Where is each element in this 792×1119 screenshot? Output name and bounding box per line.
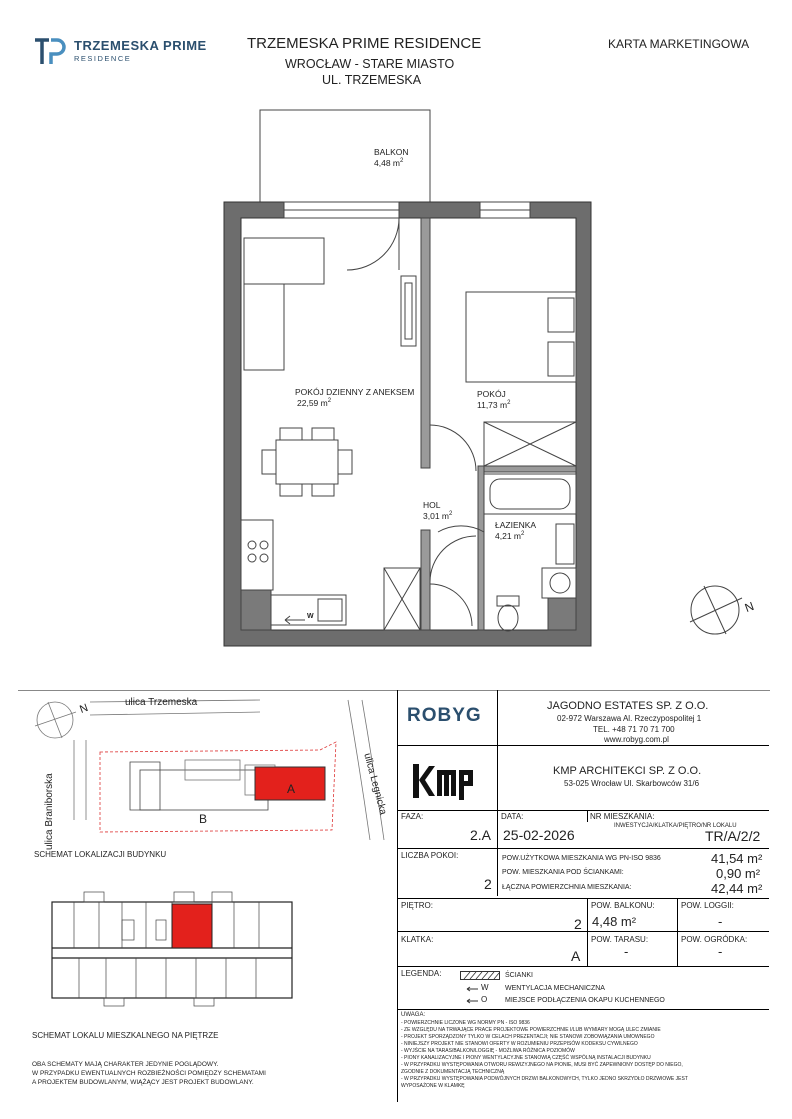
- room-label-living: POKÓJ DZIENNY Z ANEKSEM: [295, 387, 415, 397]
- nr-label: NR MIESZKANIA:: [590, 812, 655, 821]
- document-type: KARTA MARKETINGOWA: [608, 37, 750, 51]
- hood-connection-arrow-icon: [466, 998, 478, 1004]
- location-line-1: WROCŁAW - STARE MIASTO: [285, 57, 455, 71]
- floor-scheme: [44, 890, 300, 1010]
- note-line-4: - NINIEJSZY PROJEKT NIE STANOWI OFERTY W ROZUMIENIU PRZEPISÓW KODEKSU CYWILNEGO: [401, 1041, 638, 1047]
- location-line-2: UL. TRZEMESKA: [322, 73, 422, 87]
- nr-sublabel: INWESTYCJA/KLATKA/PIĘTRO/NR LOKALU: [614, 823, 737, 829]
- legend-mark-w: W: [481, 983, 489, 992]
- legend-item-1: ŚCIANKI: [505, 972, 534, 979]
- pietro-value: 2: [574, 916, 582, 932]
- area-row-value-2: 0,90 m²: [716, 866, 761, 881]
- room-area-living: 22,59 $m^2$: [297, 398, 332, 408]
- ogrodek-label: POW. OGRÓDKA:: [681, 935, 748, 944]
- site-map-caption: SCHEMAT LOKALIZACJI BUDYNKU: [34, 850, 167, 859]
- faza-label: FAZA:: [401, 812, 424, 821]
- taras-value: -: [624, 944, 629, 959]
- note-line-5: - WYJŚCIE NA TARAS/BALKON/LOGGIĘ - MOŻLIWA RÓŻNICA POZIOMÓW: [401, 1048, 575, 1054]
- area-row-value-3: 42,44 m²: [711, 881, 763, 896]
- room-label-bathroom: ŁAZIENKA: [495, 520, 537, 530]
- floor-scheme-caption: SCHEMAT LOKALU MIESZKALNEGO NA PIĘTRZE: [32, 1031, 219, 1040]
- note-line-7: - W PRZYPADKU WYSTĘPOWANIA OTWORU REWIZYJNEGO NA PIONIE, MUSI BYĆ ZAPEWNIONY DOSTĘP DO NIEGO,: [401, 1062, 683, 1068]
- room-label-balkon: BALKON: [374, 147, 409, 157]
- balkon-value: 4,48 m²: [592, 914, 637, 929]
- balkon-label: POW. BALKONU:: [591, 901, 655, 910]
- pokoje-value: 2: [484, 876, 492, 892]
- data-label: DATA:: [501, 812, 524, 821]
- room-label-hall: HOL: [423, 500, 441, 510]
- developer-address: 02-972 Warszawa Al. Rzeczypospolitej 1: [557, 714, 702, 723]
- area-row-label-2: POW. MIESZKANIA POD ŚCIANKAMI:: [502, 869, 624, 876]
- ventilation-mark: W: [307, 613, 314, 620]
- room-area-bathroom: 4,21 $m^2$: [495, 531, 525, 541]
- street-braniborska: ulica Braniborska: [44, 773, 55, 850]
- apartment-highlight: [172, 904, 212, 948]
- ogrodek-value: -: [718, 944, 723, 959]
- room-area-hall: 3,01 $m^2$: [423, 511, 453, 521]
- scheme-note-3: A PROJEKTEM BUDOWLANYM, WIĄŻĄCY JEST PROJEKT BUDOWLANY.: [32, 1079, 254, 1086]
- room-label-bedroom: POKÓJ: [477, 389, 506, 399]
- robyg-logo: ROBYG: [407, 705, 482, 726]
- legend-item-2: WENTYLACJA MECHANICZNA: [505, 985, 605, 992]
- note-line-9: - W PRZYPADKU WYSTĘPOWANIA PODWÓJNYCH DRZWI BALKONOWYCH, TYLKO JEDNO SKRZYDŁO DRZWIOWE JEST: [401, 1076, 688, 1082]
- legend-mark-o: O: [481, 995, 488, 1004]
- site-compass-north: N: [78, 702, 90, 716]
- wall-hatch-icon: [460, 971, 500, 980]
- room-area-balkon: 4,48 $m^2$: [374, 158, 404, 168]
- loggia-label: POW. LOGGII:: [681, 901, 734, 910]
- scheme-note-2: W PRZYPADKU EWENTUALNYCH ROZBIEŻNOŚCI POMIĘDZY SCHEMATAMI: [32, 1070, 266, 1077]
- pietro-label: PIĘTRO:: [401, 901, 434, 910]
- scheme-note-1: OBA SCHEMATY MAJĄ CHARAKTER JEDYNIE POGLĄDOWY.: [32, 1061, 219, 1068]
- note-line-1: - POWIERZCHNIE LICZONE WG NORMY PN - ISO 9836: [401, 1020, 530, 1026]
- loggia-value: -: [718, 914, 723, 929]
- legend-item-3: MIEJSCE PODŁĄCZENIA OKAPU KUCHENNEGO: [505, 997, 665, 1004]
- building-b-label: B: [199, 812, 208, 826]
- page-title: TRZEMESKA PRIME RESIDENCE: [247, 35, 482, 52]
- brand-subtitle: RESIDENCE: [74, 54, 132, 63]
- architect-name: KMP ARCHITEKCI SP. Z O.O.: [553, 765, 702, 777]
- note-line-2: - ZE WZGLĘDU NA TRWAJĄCE PRACE PROJEKTOWE POWIERZCHNIE I/LUB WYMIARY MOGĄ ULEC ZMIANIE: [401, 1027, 661, 1033]
- architect-address: 53-025 Wrocław Ul. Skarbowców 31/6: [564, 779, 700, 788]
- area-row-label-1: POW.UŻYTKOWA MIESZKANIA WG PN-ISO 9836: [502, 855, 661, 862]
- site-map: [20, 690, 395, 845]
- note-line-8: ZGODNIE Z DOKUMENTACJĄ TECHNICZNĄ: [401, 1069, 505, 1075]
- compass-north-label: N: [742, 598, 756, 616]
- developer-phone: TEL. +48 71 70 71 700: [593, 725, 675, 734]
- klatka-value: A: [571, 948, 581, 964]
- street-trzemeska: ulica Trzemeska: [125, 697, 198, 708]
- developer-name: JAGODNO ESTATES SP. Z O.O.: [547, 700, 709, 712]
- nr-value: TR/A/2/2: [705, 828, 761, 844]
- legend-label: LEGENDA:: [401, 969, 442, 978]
- room-area-bedroom: 11,73 $m^2$: [477, 400, 511, 410]
- building-a-label: A: [287, 782, 296, 796]
- note-line-6: - PIONY KANALIZACYJNE I PIONY WENTYLACYJNE STANOWIĄ CZĘŚĆ WSPÓLNĄ INSTALACJI BUDYNKU: [401, 1055, 651, 1061]
- faza-value: 2.A: [470, 827, 492, 843]
- data-value: 25-02-2026: [503, 827, 575, 843]
- note-line-3: - PROJEKT SPORZĄDZONY TYLKO W CELACH PREZENTACJI; NIE STANOWI ZOBOWIĄZANIA UMOWNEGO: [401, 1034, 655, 1040]
- kmp-logo-icon: [413, 762, 475, 800]
- area-row-label-3: ŁĄCZNA POWIERZCHNIA MIESZKANIA:: [502, 884, 632, 891]
- ventilation-arrow-icon: [466, 986, 478, 992]
- klatka-label: KLATKA:: [401, 935, 434, 944]
- pokoje-label: LICZBA POKOI:: [401, 851, 459, 860]
- note-line-10: WYPOSAŻONE W KLAMKĘ: [401, 1083, 465, 1089]
- taras-label: POW. TARASU:: [591, 935, 649, 944]
- area-row-value-1: 41,54 m²: [711, 851, 763, 866]
- notes-title: UWAGA:: [401, 1012, 426, 1018]
- street-legnicka: ulica Legnicka: [361, 752, 389, 817]
- developer-web: www.robyg.com.pl: [604, 735, 669, 744]
- brand-name: TRZEMESKA PRIME: [74, 38, 207, 53]
